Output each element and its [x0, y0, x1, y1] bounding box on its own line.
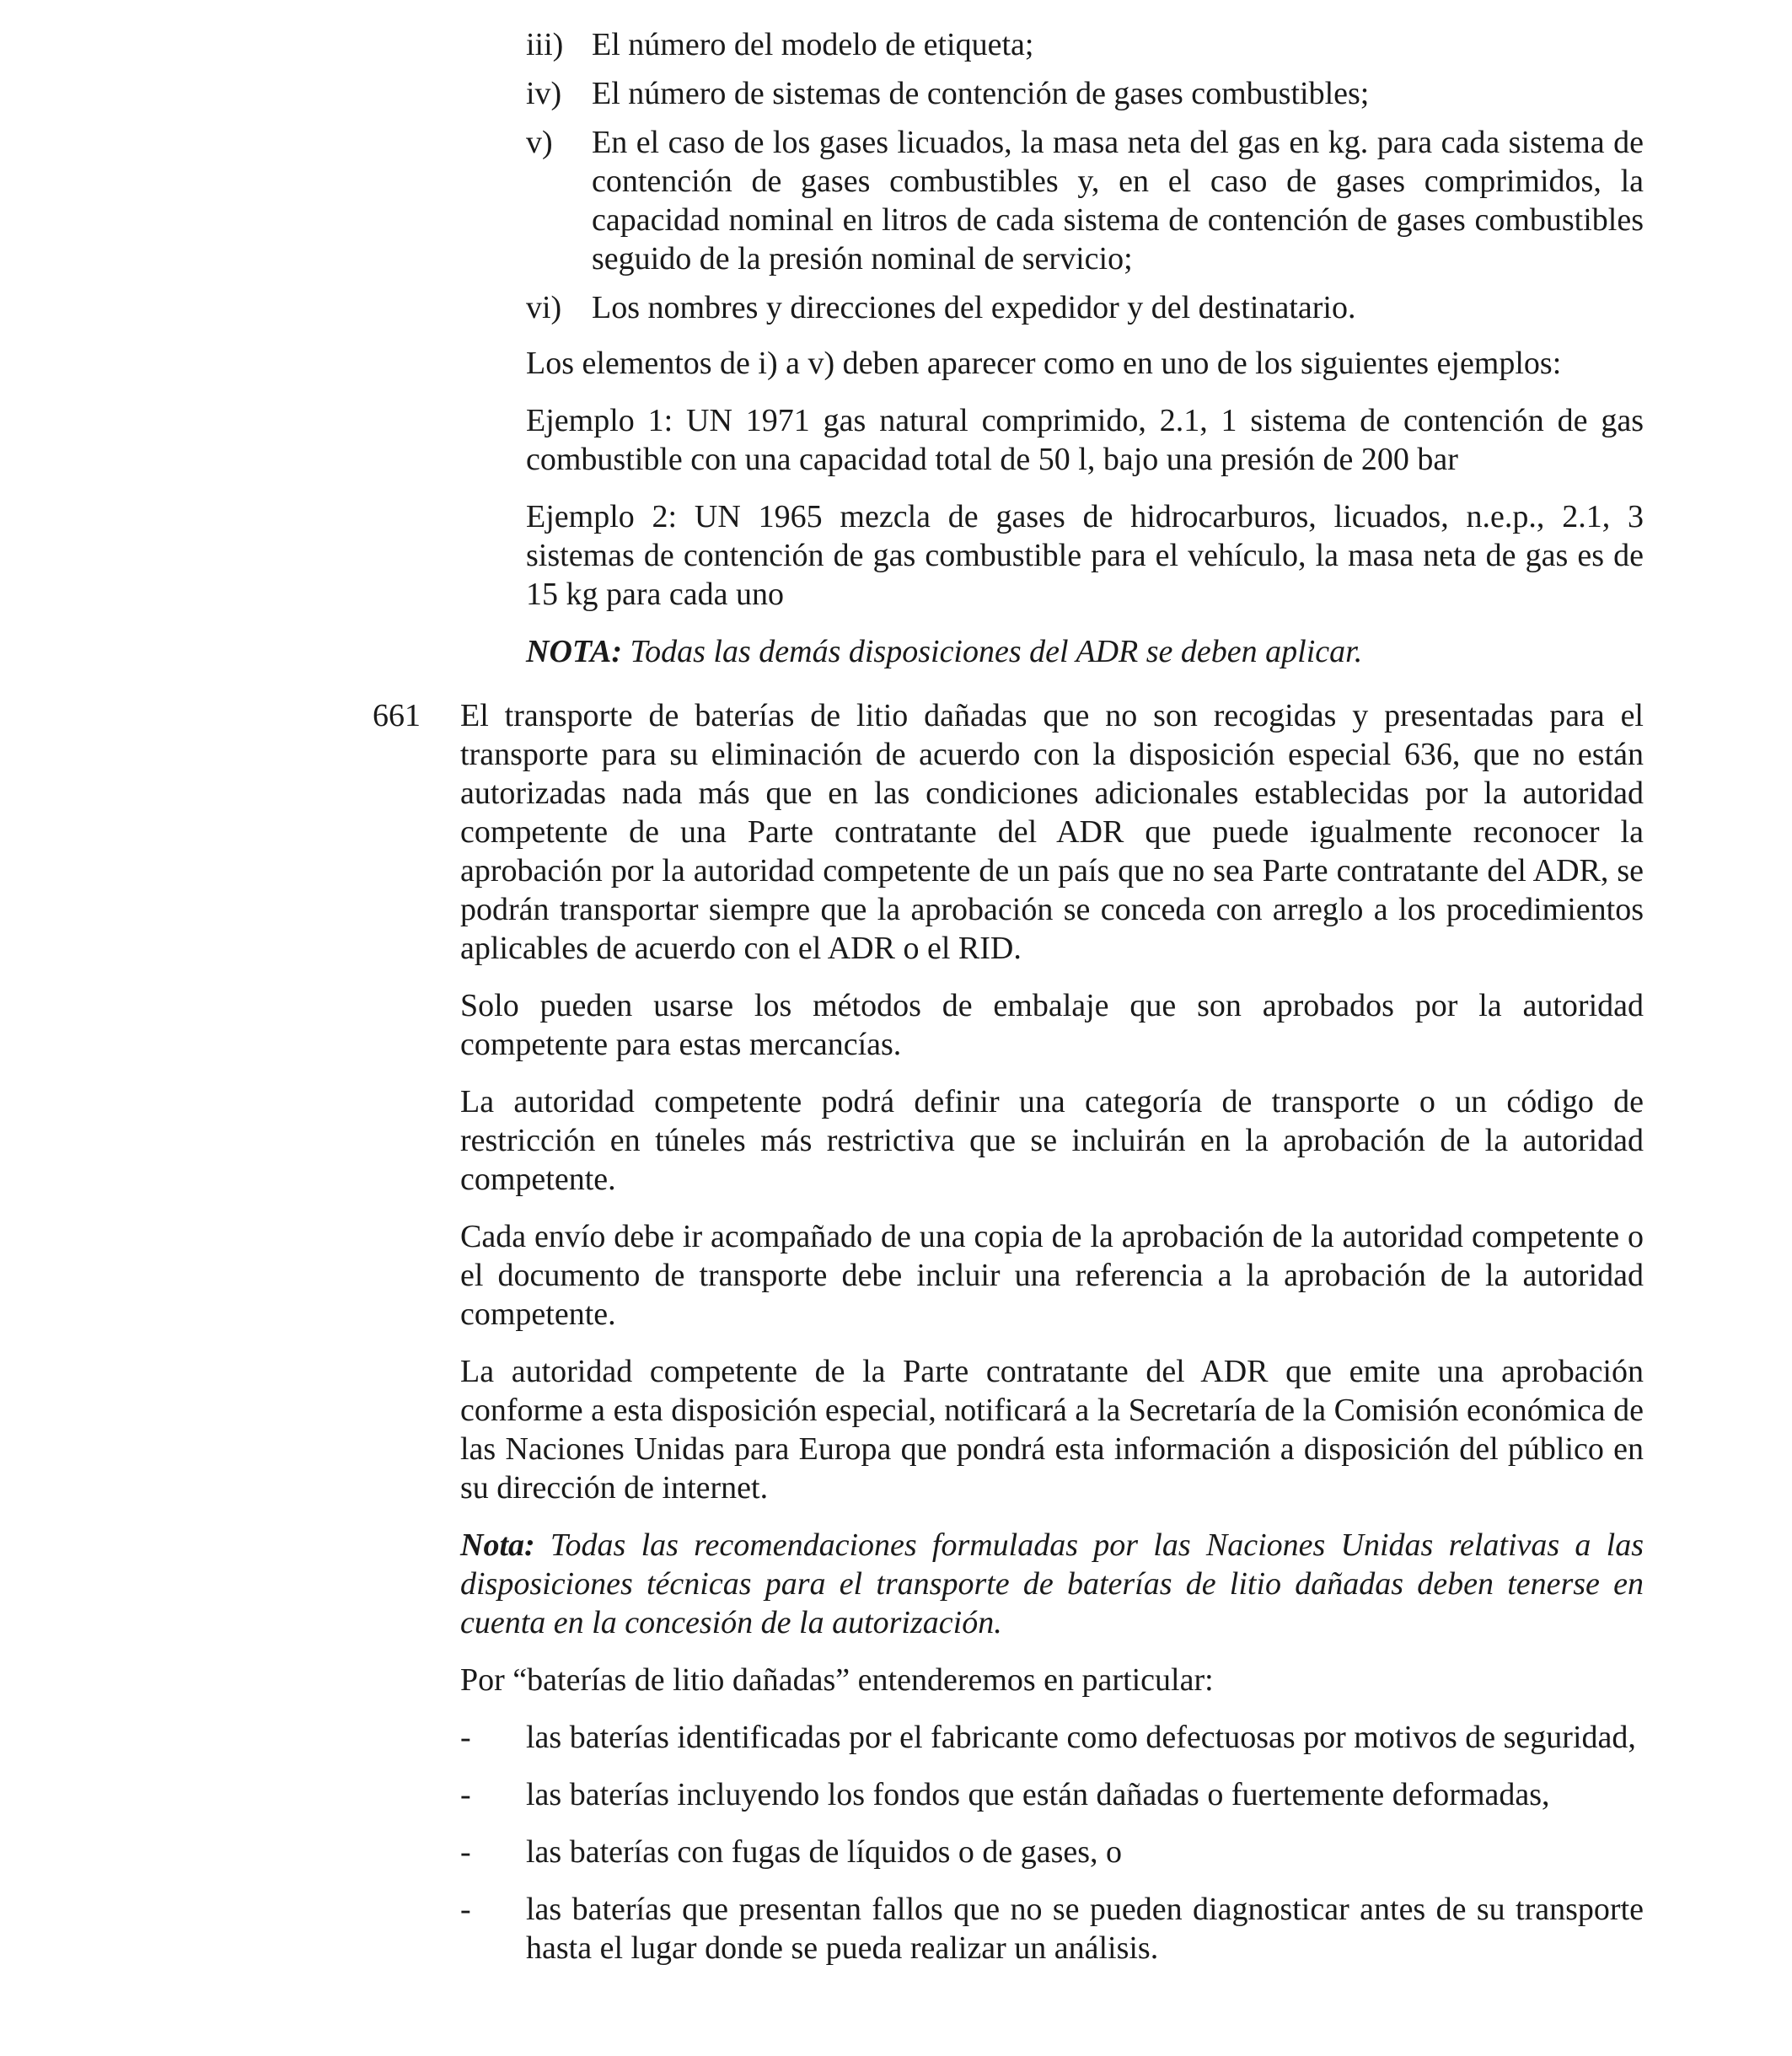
- examples-intro: Los elementos de i) a v) deben aparecer como en uno de los siguientes ejemplos:: [526, 346, 1562, 381]
- list-item-number: vi): [526, 290, 562, 325]
- definition-intro: Por “baterías de litio dañadas” entenderemos en particular:: [460, 1662, 1214, 1698]
- list-item-number: v): [526, 125, 553, 160]
- list-item-text: las baterías que presentan fallos que no se pueden diagnosticar antes de su transporte hasta el lugar donde se pueda realizar un análisis.: [526, 1892, 1644, 1966]
- dash-bullet: -: [460, 1777, 471, 1812]
- section-body: [460, 696, 1644, 1986]
- list-item: [460, 1718, 1644, 1757]
- list-item-text: El número del modelo de etiqueta;: [592, 27, 1034, 62]
- nota-text: Todas las demás disposiciones del ADR se deben aplicar.: [622, 634, 1363, 669]
- dash-bullet: -: [460, 1834, 471, 1870]
- section-paragraph: Cada envío debe ir acompañado de una copia de la aprobación de la autoridad competente o el documento de transporte debe incluir una referencia a la aprobación de la autoridad competente.: [460, 1219, 1644, 1332]
- example-1: Ejemplo 1: UN 1971 gas natural comprimido, 2.1, 1 sistema de contención de gas combustible con una capacidad total de 50 l, bajo una presión de 200 bar: [526, 403, 1644, 477]
- nota-label: Nota:: [460, 1527, 535, 1563]
- list-item-text: las baterías identificadas por el fabricante como defectuosas por motivos de seguridad,: [526, 1720, 1636, 1755]
- list-item: [460, 1775, 1644, 1814]
- section-paragraph: La autoridad competente podrá definir una categoría de transporte o un código de restricción en túneles más restrictiva que se incluirán en la aprobación de la autoridad competente.: [460, 1084, 1644, 1197]
- nota-text: Todas las recomendaciones formuladas por las Naciones Unidas relativas a las disposiciones técnicas para el transporte de baterías de litio dañadas deben tenerse en cuenta en la concesión de la autorización.: [460, 1527, 1644, 1640]
- list-item-text: El número de sistemas de contención de gases combustibles;: [592, 76, 1370, 111]
- list-item-number: iv): [526, 76, 562, 111]
- list-item: [460, 1833, 1644, 1871]
- section-paragraph: La autoridad competente de la Parte contratante del ADR que emite una aprobación conforme a esta disposición especial, notificará a la Secretaría de la Comisión económica de las Naciones Unidas para Europa que pondrá esta información a disposición del público en su dirección de internet.: [460, 1354, 1644, 1506]
- example-2: Ejemplo 2: UN 1965 mezcla de gases de hidrocarburos, licuados, n.e.p., 2.1, 3 sistemas de contención de gas combustible para el vehículo, la masa neta de gas es de 15 kg para cada uno: [526, 499, 1644, 612]
- list-item: [526, 288, 1644, 327]
- dash-list: [460, 1718, 1644, 1967]
- nota-label: NOTA:: [526, 634, 622, 669]
- list-item: [526, 74, 1644, 113]
- section-paragraph: El transporte de baterías de litio dañadas que no son recogidas y presentadas para el transporte para su eliminación de acuerdo con la disposición especial 636, que no están autorizadas nada más que en las condiciones adicionales establecidas por la autoridad competente de una Parte contratante del ADR que puede igualmente reconocer la aprobación por la autoridad competente de un país que no sea Parte contratante del ADR, se podrán transportar siempre que la aprobación se conceda con arreglo a los procedimientos aplicables de acuerdo con el ADR o el RID.: [460, 698, 1644, 966]
- list-item-text: las baterías incluyendo los fondos que están dañadas o fuertemente deformadas,: [526, 1777, 1550, 1812]
- examples-block: [526, 344, 1644, 671]
- list-item-text: Los nombres y direcciones del expedidor y del destinatario.: [592, 290, 1356, 325]
- list-item: [460, 1890, 1644, 1967]
- list-item-text: En el caso de los gases licuados, la masa neta del gas en kg. para cada sistema de contención de gases combustibles y, en el caso de gases comprimidos, la capacidad nominal en litros de cada sistema de contención de gases combustibles seguido de la presión nominal de servicio;: [592, 125, 1644, 276]
- roman-numeral-list: [526, 25, 1644, 337]
- section-paragraph: Solo pueden usarse los métodos de embalaje que son aprobados por la autoridad competente para estas mercancías.: [460, 988, 1644, 1062]
- list-item: [526, 25, 1644, 64]
- list-item: [526, 123, 1644, 278]
- nota-note: [526, 632, 1644, 671]
- list-item-text: las baterías con fugas de líquidos o de gases, o: [526, 1834, 1123, 1870]
- nota-note: [460, 1526, 1644, 1642]
- list-item-number: iii): [526, 27, 564, 62]
- section-number: 661: [373, 698, 421, 733]
- dash-bullet: -: [460, 1892, 471, 1927]
- dash-bullet: -: [460, 1720, 471, 1755]
